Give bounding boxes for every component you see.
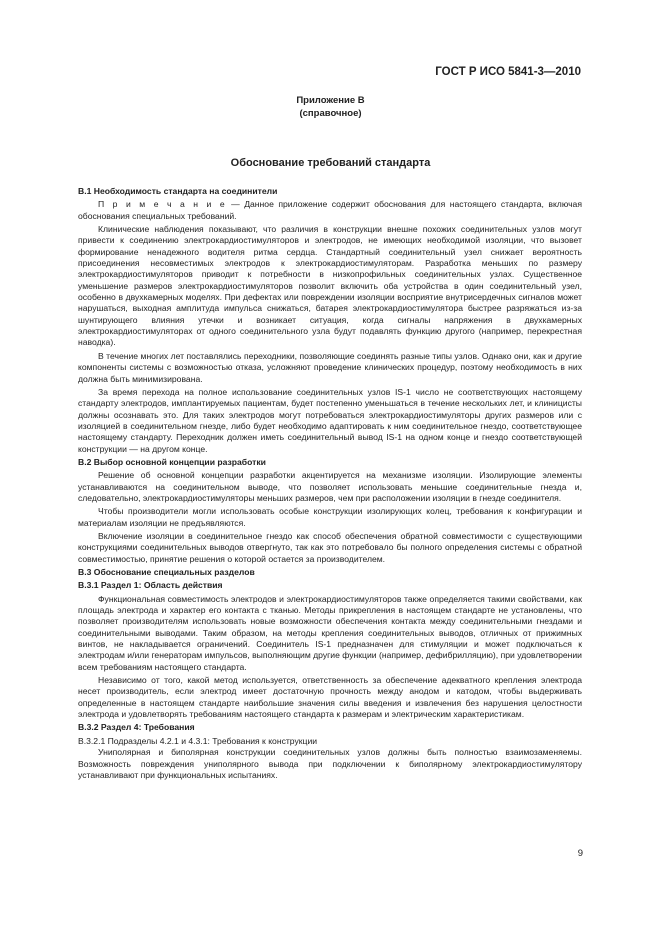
paragraph: Клинические наблюдения показывают, что различия в конструкции внешне похожих соединительных узлов могут привести к соединению электрокардиостимуляторов и электродов, не имеющих необходимой изоляции, что вызовет формирование ненадежного водителя ритма сердца. Стандартный соединительный узел снижает вероятность присоединения несовместимых электродов к электрокардиостимуляторам. Разработка меньших по размеру электрокардиостимуляторов приводит к потребности в низкопрофильных соединительных узлах. Существенное уменьшение размеров электрокардиостимуляторов позволит включить оба устройства в один соединительный узел, особенно в двухкамерных моделях. При дефектах или повреждении изоляции восприятие внутрисердечных сигналов может нарушаться, выходная амплитуда импульса снижаться, батарея электрокардиостимулятора быстрее разряжаться из-за шунтирующего влияния утечки и возникает ситуация, когда сигналы напряжения в двухкамерных электрокардиостимуляторах от одного соединительного узла будут подавлять функцию другого (например, перекрестная наводка). [78,224,582,348]
section-heading-b1: В.1 Необходимость стандарта на соединители [78,186,278,196]
document-body [78,186,582,783]
page-title: Обоснование требований стандарта [230,157,431,169]
paragraph: Униполярная и биполярная конструкции соединительных узлов должны быть полностью взаимозаменяемы. Возможность повреждения униполярного вывода при подключении к биполярному электрокардиостимулятору устанавливают при функциональных испытаниях. [78,747,582,780]
paragraph: В течение многих лет поставлялись переходники, позволяющие соединять разные типы узлов. Однако они, как и другие компоненты системы с возможностью отказа, усложняют проведение клинических процедур, поэтому необходимость в них должна быть минимизирована. [78,350,582,384]
paragraph: Чтобы производители могли использовать особые конструкции изолирующих колец, требования к конфигурации и материалам изоляции не предъявляются. [78,506,582,528]
paragraph: Функциональная совместимость электродов и электрокардиостимуляторов также определяется такими свойствами, как площадь электрода и характер его контакта с тканью. Методы прикрепления в настоящем стандарте не установлены, что позволяет производителям использовать новые возможности обеспечения контакта между соединительными гнездами и соединительными выводами. Таким образом, на методы крепления соединительных выводов, отличных от прижимных винтов, не накладывается ограничений. Соединитель IS-1 предназначен для стимуляции и может подключаться к электродам и/или генераторам импульсов, выполняющим другие функции (например, дефибрилляцию), при удовлетворении всем требованиям настоящего стандарта. [78,593,582,672]
annex-type: (справочное) [299,108,362,119]
section-heading-b2: В.2 Выбор основной концепции разработки [78,456,266,467]
note-label: П р и м е ч а н и е [98,199,227,210]
subsection-heading-b321: В.3.2.1 Подразделы 4.2.1 и 4.3.1: Требования к конструкции [78,735,318,746]
paragraph: Независимо от того, какой метод используется, ответственность за обеспечение адекватного крепления электрода несет производитель, если электрод имеет достаточную прочность между анодом и катодом, чтобы выдерживать определенные в настоящем стандарте наибольшие значения силы введения и извлечения без нарушения целостности электрода и удовлетворять требованиям настоящего стандарта к размерам и электрическим характеристикам. [78,675,582,720]
paragraph: За время перехода на полное использование соединительных узлов IS-1 число не соответствующих настоящему стандарту электродов, имплантируемых пациентам, будет постепенно уменьшаться в течение нескольких лет, и клиницисты должны осознавать это. Для таких электродов могут потребоваться электрокардиостимуляторы других размеров или с изоляцией в соединительном гнезде, либо будет необходимо адаптировать к ним соединительное гнездо, соответствующее настоящему стандарту. Переходник должен иметь соединительный вывод IS-1 на одном конце и гнездо соответствующей конструкции — на другом конце. [78,386,582,454]
paragraph: Решение об основной концепции разработки акцентируется на механизме изоляции. Изолирующие элементы устанавливаются на соединительном выводе, что позволяет использовать меньшие соединительные гнезда и, следовательно, электрокардиостимуляторы меньших размеров, чем при расположении изоляции в гнезде соединителя. [78,470,582,503]
annex-label: Приложение В [296,95,365,106]
note-text: — Данное приложение содержит обоснования для настоящего стандарта, включая обоснования специальных требований. [78,199,582,221]
section-heading-b3: В.3 Обоснование специальных разделов [78,567,255,577]
note-paragraph [78,199,582,222]
annex-heading [0,94,661,120]
document-code: ГОСТ Р ИСО 5841-3—2010 [435,66,581,78]
subsection-heading-b31: В.3.1 Раздел 1: Область действия [78,580,223,591]
page-number: 9 [577,848,583,859]
subsection-heading-b32: В.3.2 Раздел 4: Требования [78,722,195,733]
paragraph: Включение изоляции в соединительное гнездо как способ обеспечения обратной совместимости с существующими конструкциями соединительных выводов отвергнуто, так как это потребовало бы полного определения системы с обратной совместимостью, принятие решения о которой остается за производителем. [78,530,582,564]
